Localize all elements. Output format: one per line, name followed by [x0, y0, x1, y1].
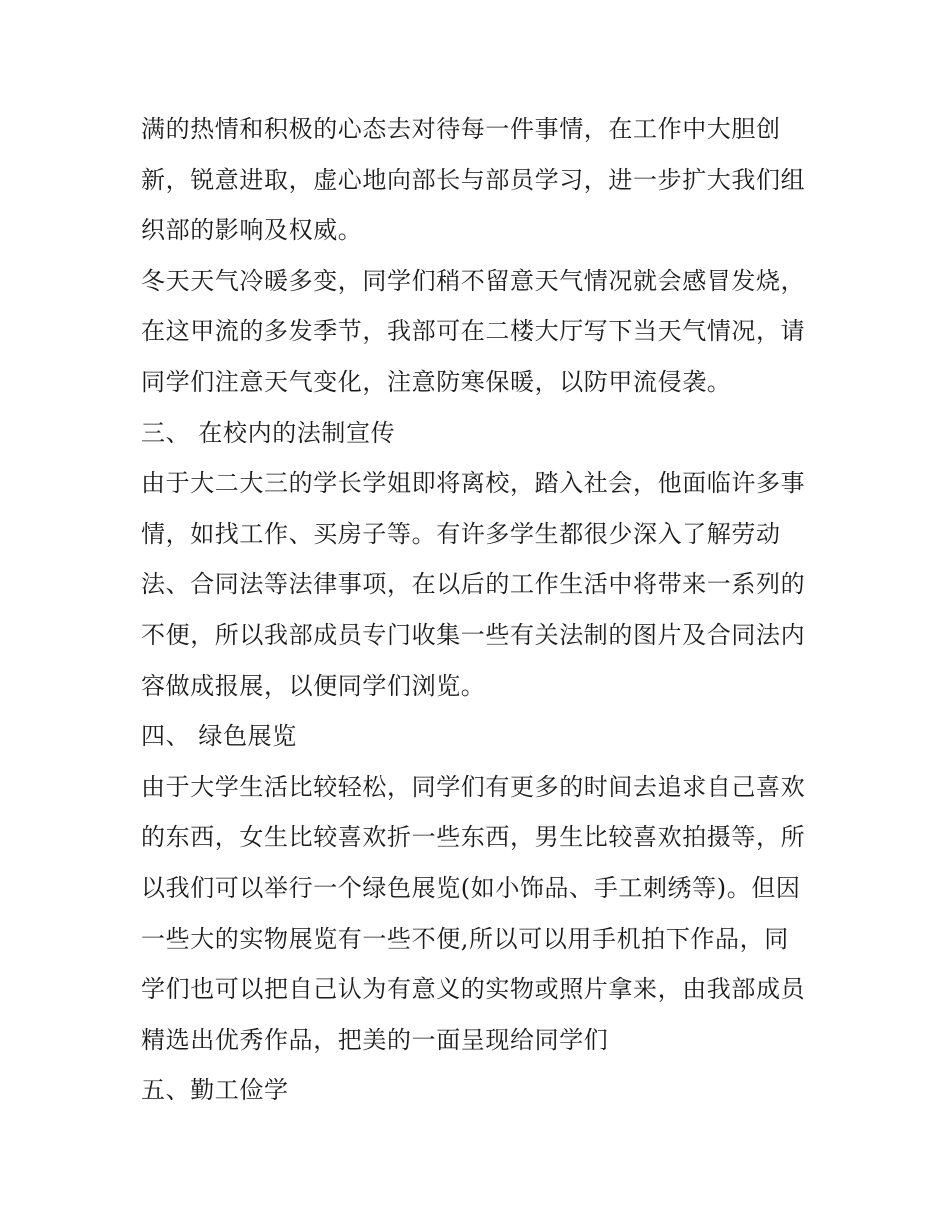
text-line: 法、合同法等法律事项，在以后的工作生活中将带来一系列的: [141, 570, 806, 599]
text-line: 冬天天气冷暖多变，同学们稍不留意天气情况就会感冒发烧，: [141, 266, 806, 295]
section-heading-3: 三、 在校内的法制宣传: [141, 418, 396, 447]
text-line: 一些大的实物展览有一些不便,所以可以用手机拍下作品，同: [141, 924, 789, 953]
text-line: 的东西，女生比较喜欢折一些东西，男生比较喜欢拍摄等，所: [141, 823, 806, 852]
text-line: 精选出优秀作品，把美的一面呈现给同学们: [141, 1025, 609, 1054]
text-line: 以我们可以举行一个绿色展览(如小饰品、手工刺绣等)。但因: [141, 873, 801, 902]
text-line: 由于大学生活比较轻松，同学们有更多的时间去追求自己喜欢: [141, 772, 806, 801]
text-line: 织部的影响及权威。: [141, 216, 363, 245]
section-heading-4: 四、 绿色展览: [141, 722, 297, 751]
text-line: 不便，所以我部成员专门收集一些有关法制的图片及合同法内: [141, 620, 806, 649]
text-line: 情，如找工作、买房子等。有许多学生都很少深入了解劳动: [141, 519, 781, 548]
document-body: [141, 104, 821, 1116]
text-line: 同学们注意天气变化，注意防寒保暖，以防甲流侵袭。: [141, 367, 732, 396]
text-line: 在这甲流的多发季节，我部可在二楼大厅写下当天气情况，请: [141, 317, 806, 346]
text-line: 由于大二大三的学长学姐即将离校，踏入社会，他面临许多事: [141, 469, 806, 498]
text-line: 满的热情和积极的心态去对待每一件事情，在工作中大胆创: [141, 115, 781, 143]
text-line: 新，锐意进取，虚心地向部长与部员学习，进一步扩大我们组: [141, 165, 806, 194]
text-line: 容做成报展，以便同学们浏览。: [141, 671, 486, 700]
text-line: 学们也可以把自己认为有意义的实物或照片拿来，由我部成员: [141, 975, 806, 1004]
section-heading-5: 五、勤工俭学: [141, 1076, 289, 1105]
